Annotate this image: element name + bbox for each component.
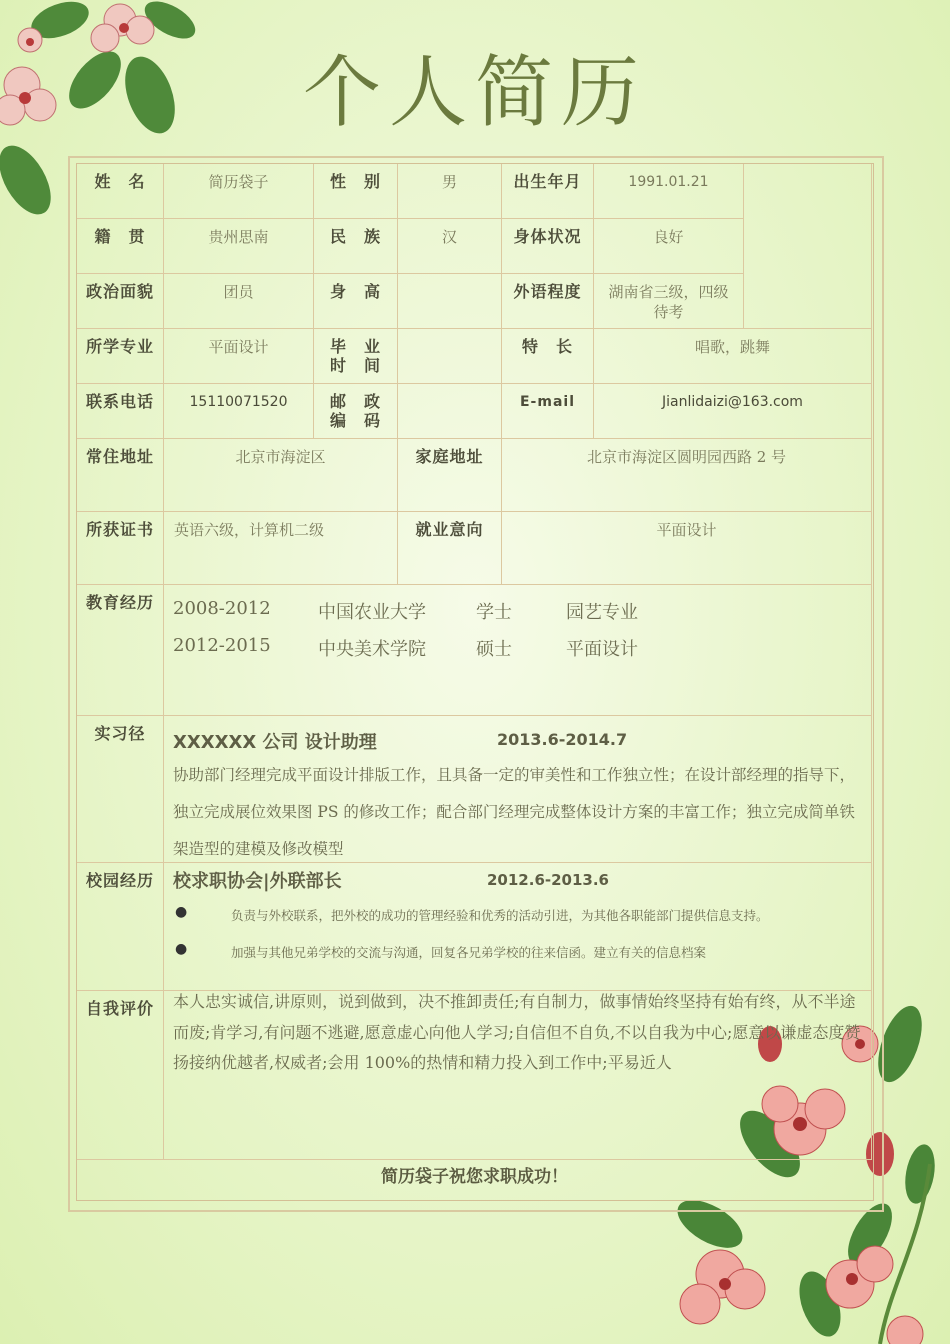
health-value: 良好 [594,219,744,274]
talent-value: 唱歌，跳舞 [594,329,872,384]
home-label: 家庭地址 [398,439,502,512]
postal-value [398,384,502,439]
address-value: 北京市海淀区 [164,439,398,512]
internship-label: 实习径 [77,716,164,863]
major-label: 所学专业 [77,329,164,384]
education-major: 平面设计 [566,639,638,660]
education-degree: 硕士 [476,639,512,660]
name-label: 姓 名 [77,164,164,219]
postal-label-line-2: 编 码 [329,411,381,430]
education-major: 园艺专业 [566,602,638,623]
email-label: E-mail [502,384,594,439]
education-school: 中国农业大学 [318,602,426,623]
bullet-icon: ● [175,941,188,957]
education-label: 教育经历 [77,585,164,716]
birth-label: 出生年月 [502,164,594,219]
email-value: Jianlidaizi@163.com [594,384,872,439]
bullet-icon: ● [175,904,188,920]
grad-label-line-2: 时 间 [329,356,381,375]
campus-label: 校园经历 [77,863,164,991]
health-label: 身体状况 [502,219,594,274]
self-evaluation-label: 自我评价 [77,991,164,1160]
campus-organization: 校求职协会|外联部长 [173,871,342,892]
language-value: 湖南省三级，四级待考 [594,274,744,329]
self-evaluation-text: 本人忠实诚信,讲原则，说到做到，决不推卸责任;有自制力，做事情始终坚持有始有终，从不半途而废;肯学习,有问题不逃避,愿意虚心向他人学习;自信但不自负,不以自我为中心;愿意以谦虚态度赞扬接纳优越者,权威者;会用 100%的热情和精力投入到工作中;平易近人 [173,992,861,1072]
education-years: 2012-2015 [173,635,271,656]
education-years: 2008-2012 [173,598,271,619]
height-value [398,274,502,329]
cert-label: 所获证书 [77,512,164,585]
campus-period: 2012.6-2013.6 [487,871,609,889]
intent-label: 就业意向 [398,512,502,585]
native-label: 籍 贯 [77,219,164,274]
gender-value: 男 [398,164,502,219]
phone-label: 联系电话 [77,384,164,439]
grad-label [314,329,398,384]
internship-company: XXXXXX 公司 设计助理 [173,732,377,753]
footer-message: 简历袋子祝您求职成功！ [381,1167,568,1187]
phone-value: 15110071520 [164,384,314,439]
ethnic-value: 汉 [398,219,502,274]
name-value: 简历袋子 [164,164,314,219]
talent-label: 特 长 [502,329,594,384]
cert-value: 英语六级，计算机二级 [164,512,398,585]
height-label: 身 高 [314,274,398,329]
grad-label-line-1: 毕 业 [329,337,381,356]
address-label: 常住地址 [77,439,164,512]
grad-value [398,329,502,384]
internship-description: 协助部门经理完成平面设计排版工作，且具备一定的审美性和工作独立性；在设计部经理的指导下，独立完成展位效果图 PS 的修改工作；配合部门经理完成整体设计方案的丰富工作；独立完成简单铁架造型的建模及修改模型 [173,766,856,858]
birth-value: 1991.01.21 [594,164,744,219]
photo-box [744,164,872,329]
postal-label [314,384,398,439]
language-label: 外语程度 [502,274,594,329]
major-value: 平面设计 [164,329,314,384]
political-label: 政治面貌 [77,274,164,329]
intent-value: 平面设计 [502,512,872,585]
native-value: 贵州思南 [164,219,314,274]
ethnic-label: 民 族 [314,219,398,274]
page-title: 个人简历 [302,48,647,138]
postal-label-line-1: 邮 政 [329,392,381,411]
internship-period: 2013.6-2014.7 [497,730,628,749]
education-degree: 学士 [476,602,512,623]
education-school: 中央美术学院 [318,639,426,660]
gender-label: 性 别 [314,164,398,219]
political-value: 团员 [164,274,314,329]
home-value: 北京市海淀区圆明园西路 2 号 [502,439,872,512]
